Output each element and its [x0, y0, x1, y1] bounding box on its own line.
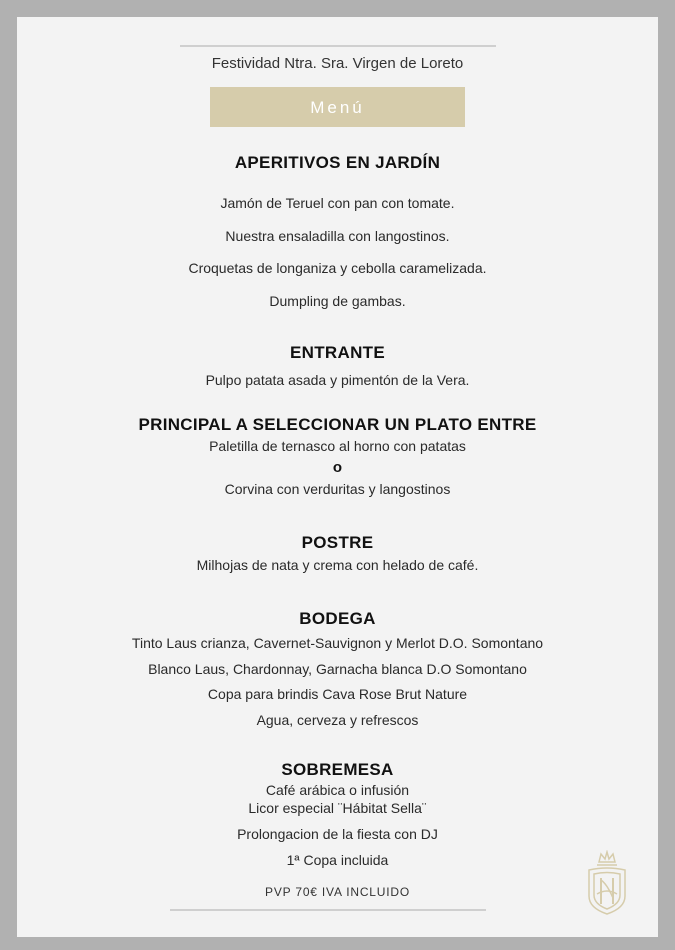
top-divider [180, 45, 496, 47]
section-title-bodega: BODEGA [299, 609, 376, 628]
sobremesa-item: Licor especial ¨Hábitat Sella¨ [248, 800, 427, 816]
hotel-crest-icon [583, 850, 631, 916]
sobremesa-item: Prolongacion de la fiesta con DJ [237, 826, 438, 842]
section-title-sobremesa: SOBREMESA [281, 760, 394, 779]
postre-item: Milhojas de nata y crema con helado de café. [196, 557, 479, 573]
aperitivo-item: Dumpling de gambas. [269, 293, 406, 309]
section-title-entrante: ENTRANTE [290, 343, 385, 362]
aperitivo-item: Jamón de Teruel con pan con tomate. [220, 195, 455, 211]
principal-option: Paletilla de ternasco al horno con patatas [209, 438, 466, 454]
menu-page [17, 17, 658, 937]
section-title-aperitivos: APERITIVOS EN JARDÍN [234, 153, 441, 172]
sobremesa-item: Café arábica o infusión [265, 782, 410, 798]
bodega-item: Copa para brindis Cava Rose Brut Nature [207, 686, 468, 702]
price-note: PVP 70€ IVA INCLUIDO [265, 885, 410, 899]
event-title: Festividad Ntra. Sra. Virgen de Loreto [211, 55, 464, 72]
bodega-item: Agua, cerveza y refrescos [256, 712, 419, 728]
section-title-postre: POSTRE [301, 533, 374, 552]
principal-separator: o [332, 459, 343, 476]
principal-option: Corvina con verduritas y langostinos [224, 481, 451, 497]
sobremesa-item: 1ª Copa incluida [286, 852, 389, 868]
section-title-principal: PRINCIPAL A SELECCIONAR UN PLATO ENTRE [138, 415, 537, 434]
bottom-divider [170, 909, 486, 911]
bodega-item: Tinto Laus crianza, Cavernet-Sauvignon y Merlot D.O. Somontano [131, 635, 544, 651]
entrante-item: Pulpo patata asada y pimentón de la Vera. [205, 372, 470, 388]
aperitivo-item: Nuestra ensaladilla con langostinos. [225, 228, 450, 244]
aperitivo-item: Croquetas de longaniza y cebolla caramelizada. [188, 260, 487, 276]
bodega-item: Blanco Laus, Chardonnay, Garnacha blanca D.O Somontano [148, 661, 527, 677]
menu-banner: Menú [210, 87, 465, 127]
